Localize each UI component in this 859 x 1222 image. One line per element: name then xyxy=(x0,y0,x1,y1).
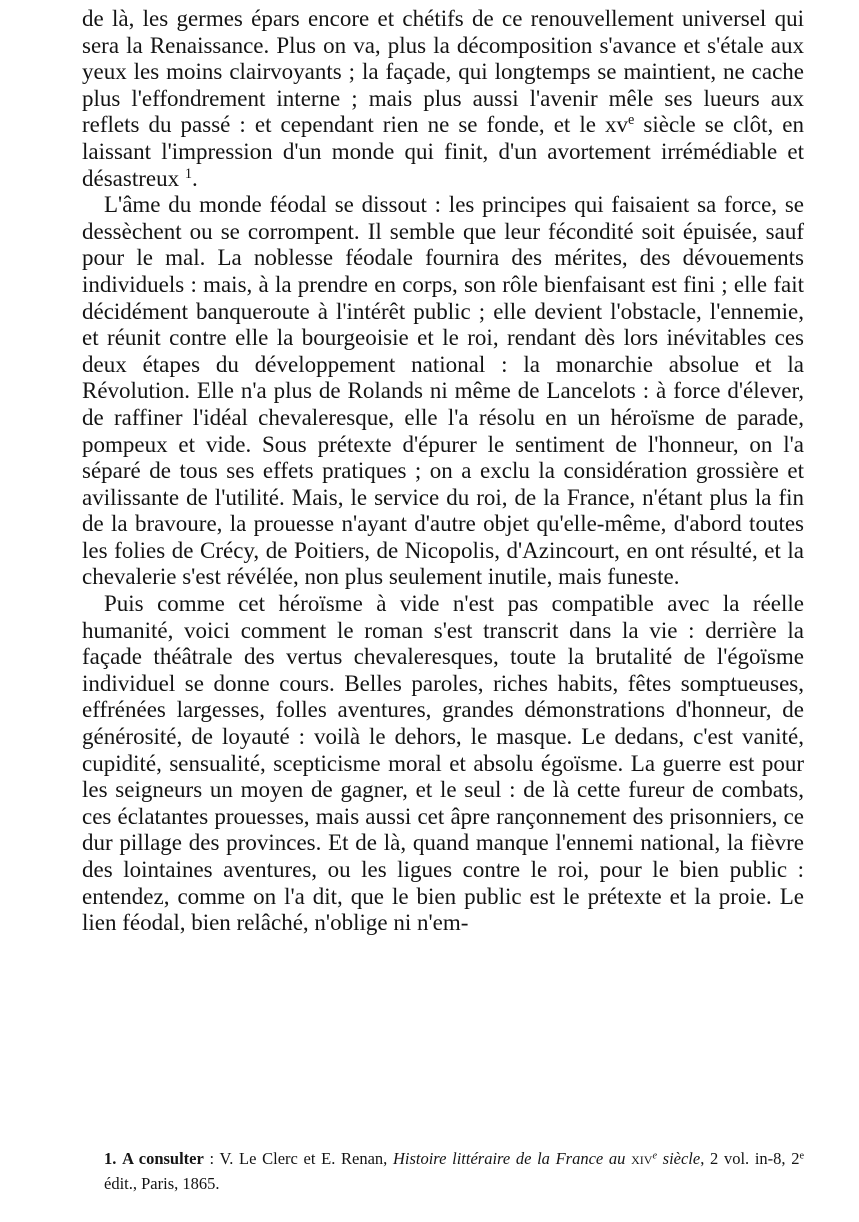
footnote-label: A consulter xyxy=(122,1149,204,1168)
paragraph-3: Puis comme cet héroïsme à vide n'est pas compatible avec la réelle humanité, voici comment le roman s'est transcrit dans la vie : derrière la façade théâtrale des vertus chevaleresques, toute la brutalité de l'égoïsme individuel se donne cours. Belles paroles, riches habits, fêtes somptueuses, effrénées largesses, folles aventures, grandes démonstrations d'honneur, de générosité, de loyauté : voilà le dehors, le masque. Le dedans, c'est vanité, cupidité, sensualité, scepticisme moral et absolu égoïsme. La guerre est pour les seigneurs un moyen de gagner, et le seul : de là cette fureur de combats, ces éclatantes prouesses, mais aussi cet âpre rançonnement des prisonniers, ce dur pillage des provinces. Et de là, quand manque l'ennemi national, la fièvre des lointaines aventures, ou les ligues contre le roi, pour le bien public : entendez, comme on l'a dit, que le bien public est le prétexte et la proie. Le lien féodal, bien relâché, n'oblige ni n'em- xyxy=(82,591,804,936)
footnote-area xyxy=(82,1146,804,1196)
footnote-reference: 1 xyxy=(184,165,192,182)
footnote-title: Histoire littéraire de la France au xyxy=(392,1149,626,1168)
footnote-title-end: siècle xyxy=(656,1149,701,1168)
footnote-century-superscript: e xyxy=(652,1150,657,1162)
century-superscript: e xyxy=(628,112,635,129)
footnote-century: xiv xyxy=(631,1149,653,1168)
footnote-separator: : xyxy=(203,1149,220,1168)
paragraph-1-end: . xyxy=(191,165,198,191)
footnote-authors: V. Le Clerc et E. Renan, xyxy=(219,1149,393,1168)
footnote-1 xyxy=(82,1146,804,1196)
paragraph-1 xyxy=(82,6,804,192)
footnote-edition-superscript: e xyxy=(799,1150,805,1162)
paragraph-1-text-continued: siècle se clôt, en laissant l'impression d'un monde qui finit, d'un avortement irrémédiable et désastreux xyxy=(82,112,804,191)
main-text xyxy=(82,6,804,937)
paragraph-2: L'âme du monde féodal se dissout : les principes qui faisaient sa force, se dessèchent ou se corrompent. Il semble que leur fécondité soit épuisée, sauf pour le mal. La noblesse féodale fournira des mérites, des dévouements individuels : mais, à la prendre en corps, son rôle bienfaisant est fini ; elle fait décidément banqueroute à l'intérêt public ; elle devient l'obstacle, l'ennemie, et réunit contre elle la bourgeoisie et le roi, rendant dès lors inévitables ces deux étapes du développement national : la monarchie absolue et la Révolution. Elle n'a plus de Rolands ni même de Lancelots : à force d'élever, de raffiner l'idéal chevaleresque, elle l'a résolu en un héroïsme de parade, pompeux et vide. Sous prétexte d'épurer le sentiment de l'honneur, on l'a séparé de tous ses effets pratiques ; on a exclu la considération grossière et avilissante de l'utilité. Mais, le service du roi, de la France, n'étant plus la fin de la bravoure, la prouesse n'ayant d'autre objet qu'elle-même, d'abord toutes les folies de Crécy, de Poitiers, de Nicopolis, d'Azincourt, en ont résulté, et la chevalerie s'est révélée, non plus seulement inutile, mais funeste. xyxy=(82,192,804,590)
footnote-number: 1. xyxy=(104,1149,117,1168)
footnote-details: , 2 vol. in-8, 2 xyxy=(700,1149,800,1168)
paragraph-1-text: de là, les germes épars encore et chétifs de ce renouvellement universel qui sera la Renaissance. Plus on va, plus la décomposition s'avance et s'étale aux yeux les moins clairvoyants ; la façade, qui longtemps se maintient, ne cache plus l'effondrement interne ; mais plus aussi l'avenir mêle ses lueurs aux reflets du passé : et cependant rien ne se fonde, et le xv xyxy=(82,6,804,138)
footnote-details-end: édit., Paris, 1865. xyxy=(104,1174,220,1193)
page-body xyxy=(82,6,804,937)
